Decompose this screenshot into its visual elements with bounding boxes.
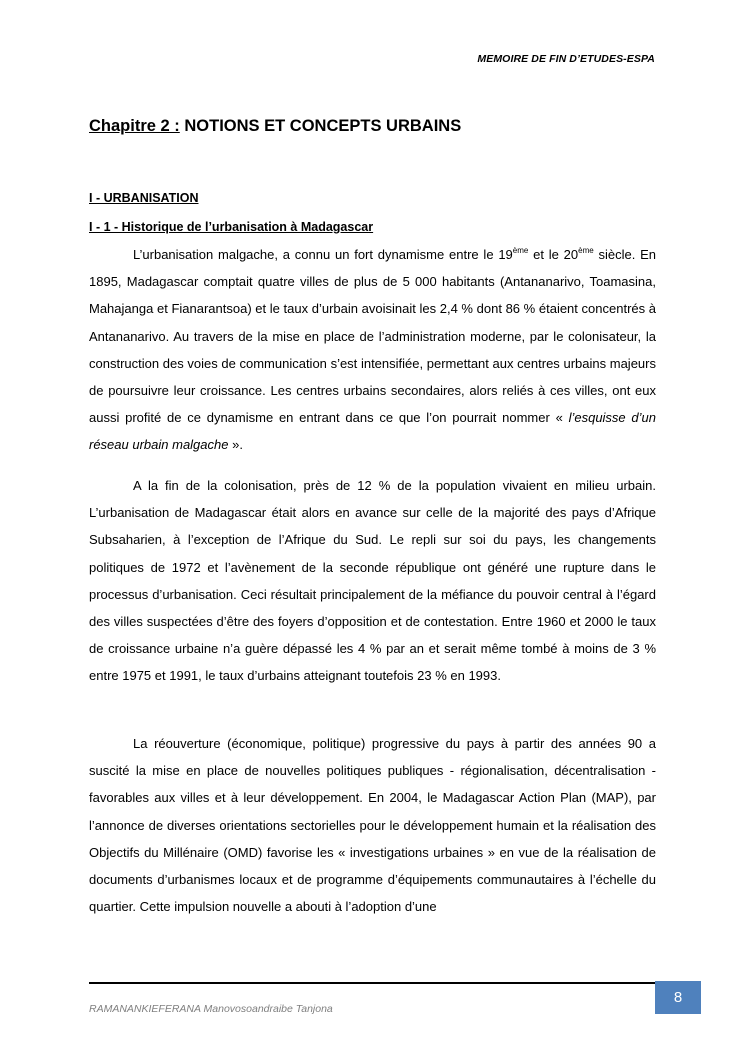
paragraph-3 — [89, 730, 656, 920]
paragraph-1-part-a: L’urbanisation malgache, a connu un fort dynamisme entre le 19 — [133, 247, 513, 262]
subsection-heading: I - 1 - Historique de l’urbanisation à Madagascar — [89, 220, 374, 234]
running-header: MEMOIRE DE FIN D’ETUDES-ESPA — [477, 53, 655, 65]
chapter-label: Chapitre 2 : — [89, 117, 180, 135]
page-number-badge — [655, 981, 701, 1014]
page-number: 8 — [673, 989, 683, 1006]
paragraph-2-text: A la fin de la colonisation, près de 12 % de la population vivaient en milieu urbain. L’urbanisation de Madagascar était alors en avance sur celle de la majorité des pays d’Afrique Subsaharien, à l’exception de l’Afrique du Sud. Le repli sur soi du pays, les changements politiques de 1972 et l’avènement de la seconde république ont généré une rupture dans le processus d’urbanisation. Ceci résultait principalement de la méfiance du pouvoir central à l’égard des villes suspectées d’être des foyers d’opposition et de contestation. Entre 1960 et 2000 le taux de croissance urbaine n’a guère dépassé les 4 % par an et serait même tombé à moins de 3 % entre 1975 et 1991, le taux d’urbains atteignant toutefois 23 % en 1993. — [89, 478, 656, 684]
chapter-name: NOTIONS ET CONCEPTS URBAINS — [184, 117, 462, 135]
superscript-20eme: ème — [578, 245, 594, 255]
paragraph-3-text: La réouverture (économique, politique) progressive du pays à partir des années 90 a suscité la mise en place de nouvelles politiques publiques - régionalisation, décentralisation - favorables aux villes et à leur développement. En 2004, le Madagascar Action Plan (MAP), par l’annonce de diverses orientations sectorielles pour le développement humain et la réalisation des Objectifs du Millénaire (OMD) favorise les « investigations urbaines » en vue de la réalisation de documents d’urbanismes locaux et de programme d’équipements communautaires à l’échelle du quartier. Cette impulsion nouvelle a abouti à l’adoption d’une — [89, 736, 656, 915]
superscript-19eme: ème — [512, 245, 529, 255]
paragraph-1 — [89, 241, 656, 459]
paragraph-2 — [89, 472, 656, 690]
paragraph-1-part-d: ». — [228, 437, 243, 453]
footer-divider — [89, 982, 673, 984]
paragraph-1-part-b: et le 20 — [528, 247, 579, 262]
section-heading: I - URBANISATION — [89, 191, 199, 205]
chapter-title — [89, 117, 461, 136]
paragraph-1-italic-phrase: l’esquisse d’un réseau urbain malgache — [89, 410, 657, 453]
footer-author: RAMANANKIEFERANA Manovosoandraibe Tanjona — [89, 1003, 333, 1015]
paragraph-1-part-c: siècle. En 1895, Madagascar comptait quatre villes de plus de 5 000 habitants (Antananarivo, Toamasina, Mahajanga et Fianarantsoa) et le taux d’urbain avoisinait les 2,4 % dont 86 % étaient concentrés à Antananarivo. Au travers de la mise en place de l’administration moderne, par le colonisateur, la construction des voies de communication s’est intensifiée, permettant aux centres urbains majeurs de poursuivre leur croissance. Les centres urbains secondaires, alors reliés à ces villes, ont eux aussi profité de ce dynamisme en entrant dans ce que l’on pourrait nommer « — [89, 247, 656, 426]
